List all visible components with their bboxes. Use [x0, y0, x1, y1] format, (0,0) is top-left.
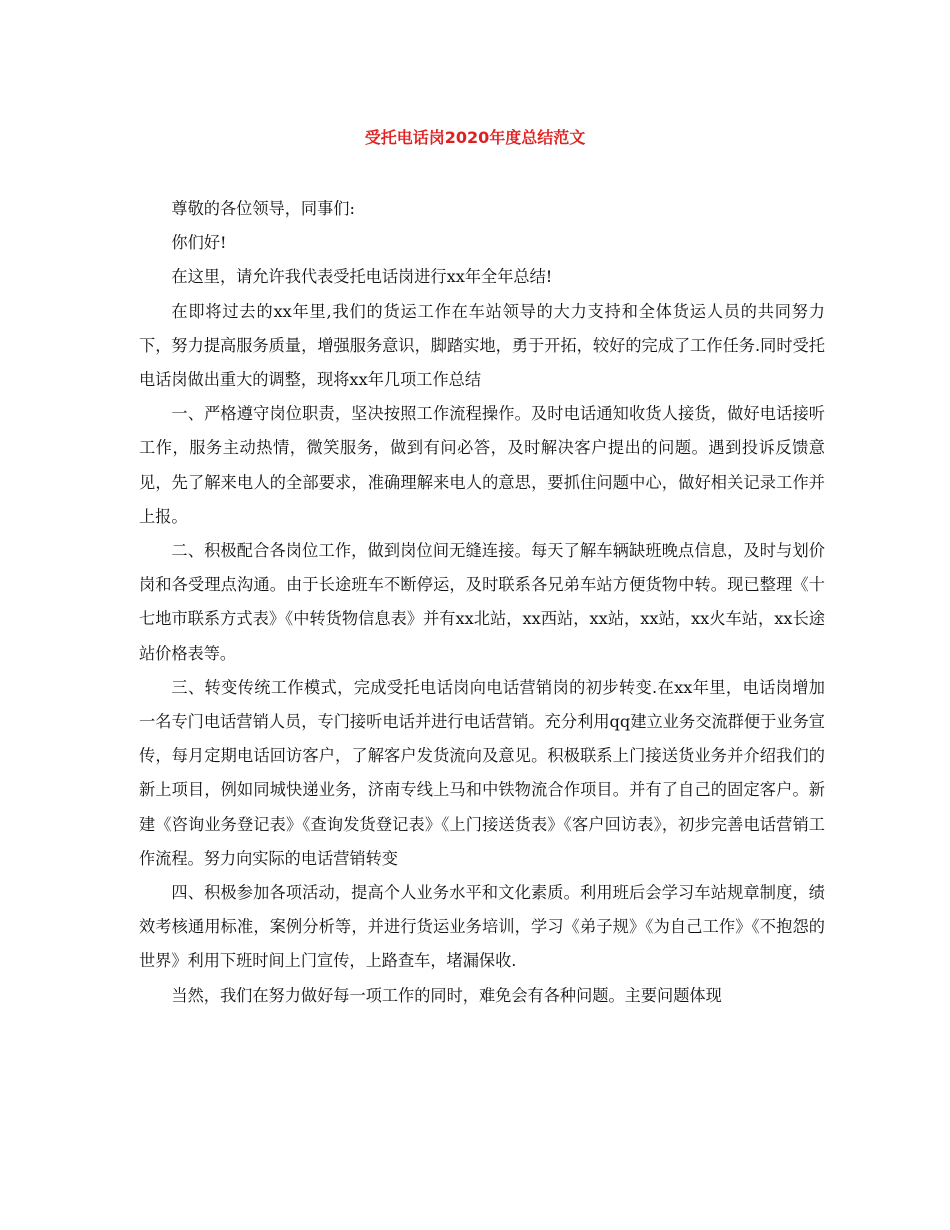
paragraph-intro: 在这里，请允许我代表受托电话岗进行xx年全年总结! [171, 267, 553, 287]
paragraph-item-2: 二、积极配合各岗位工作，做到岗位间无缝连接。每天了解车辆缺班晚点信息，及时与划价岗和各受理点沟通。由于长途班车不断停运，及时联系各兄弟车站方便货物中转。现已整理《十七地市联系方式表》《中转货物信息表》并有xx北站，xx西站，xx站，xx站，xx火车站，xx长途站价格表等。 [139, 541, 825, 663]
paragraph-item-1: 一、严格遵守岗位职责，坚决按照工作流程操作。及时电话通知收货人接货，做好电话接听工作，服务主动热情，微笑服务，做到有问必答，及时解决客户提出的问题。遇到投诉反馈意见，先了解来电人的全部要求，准确理解来电人的意思，要抓住问题中心，做好相关记录工作并上报。 [139, 404, 825, 526]
document-body [139, 192, 825, 1013]
paragraph-overview: 在即将过去的xx年里,我们的货运工作在车站领导的大力支持和全体货运人员的共同努力下，努力提高服务质量，增强服务意识，脚踏实地，勇于开拓，较好的完成了工作任务.同时受托电话岗做出重大的调整，现将xx年几项工作总结 [139, 301, 825, 390]
paragraph-salutation: 尊敬的各位领导，同事们: [171, 199, 355, 218]
document-title: 受托电话岗2020年度总结范文 [364, 128, 586, 147]
paragraph-problems: 当然，我们在努力做好每一项工作的同时，难免会有各种问题。主要问题体现 [171, 985, 722, 1005]
paragraph-item-4: 四、积极参加各项活动，提高个人业务水平和文化素质。利用班后会学习车站规章制度，绩效考核通用标准，案例分析等，并进行货运业务培训，学习《弟子规》《为自己工作》《不抱怨的世界》利用下班时间上门宣传，上路查车，堵漏保收. [139, 883, 825, 971]
paragraph-item-3: 三、转变传统工作模式，完成受托电话岗向电话营销岗的初步转变.在xx年里，电话岗增加一名专门电话营销人员，专门接听电话并进行电话营销。充分利用qq建立业务交流群便于业务宣传，每月定期电话回访客户，了解客户发货流向及意见。积极联系上门接送货业务并介绍我们的新上项目，例如同城快递业务，济南专线上马和中铁物流合作项目。并有了自己的固定客户。新建《咨询业务登记表》《查询发货登记表》《上门接送货表》《客户回访表》，初步完善电话营销工作流程。努力向实际的电话营销转变 [139, 677, 825, 868]
paragraph-greeting: 你们好! [171, 233, 227, 253]
